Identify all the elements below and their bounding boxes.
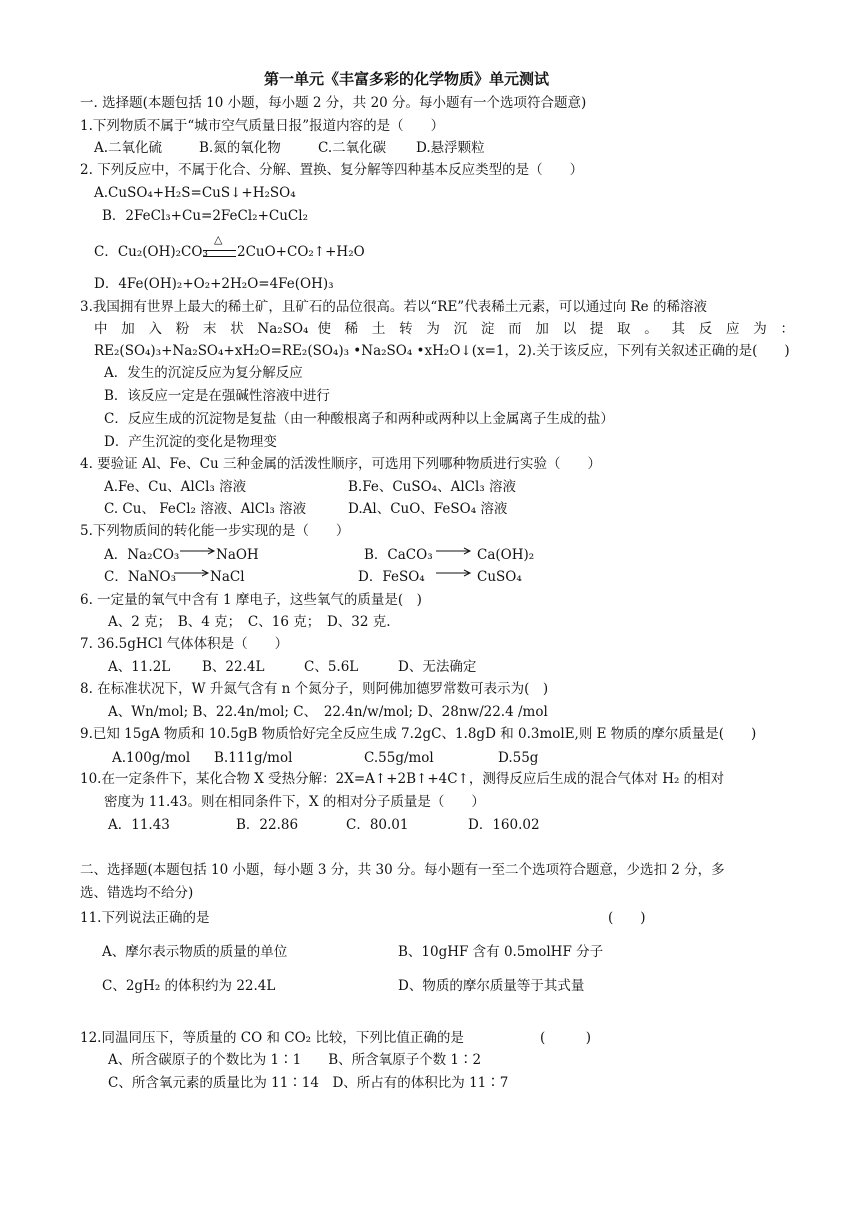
- question-10-option-b: B．22.86: [236, 817, 299, 833]
- section2-heading-line-2: 选、错选均不给分): [80, 885, 194, 901]
- question-6-options: A、2 克； B、4 克； C、16 克； D、32 克.: [108, 614, 391, 630]
- question-5-option-a-left: A．Na₂CO₃: [104, 547, 180, 563]
- heat-symbol: △: [214, 233, 223, 246]
- question-7-option-b: B、22.4L: [202, 659, 265, 675]
- section1-heading: 一. 选择题(本题包括 10 小题，每小题 2 分，共 20 分。每小题有一个选项符合题意): [80, 95, 587, 111]
- double-line-equals: [203, 250, 236, 257]
- question-3-option-a: A．发生的沉淀反应为复分解反应: [104, 365, 303, 381]
- reaction-arrow-icon: [180, 546, 216, 556]
- question-2-option-a: A.CuSO₄+H₂S=CuS↓+H₂SO₄: [94, 185, 296, 201]
- question-1-option-a: A.二氧化硫: [94, 140, 163, 156]
- question-12-options-ab: A、所含碳原子的个数比为 1∶1 B、所含氧原子个数 1∶2: [108, 1052, 482, 1068]
- question-1-option-d: D.悬浮颗粒: [416, 140, 485, 156]
- question-5-option-d-left: D．FeSO₄: [358, 569, 425, 585]
- reaction-arrow-icon: [436, 568, 472, 578]
- question-9-option-a: A.100g/mol: [112, 750, 191, 766]
- question-11-answer-bracket: ( ): [608, 910, 646, 926]
- question-10-option-d: D．160.02: [468, 817, 540, 833]
- question-3-line-3: RE₂(SO₄)₃+Na₂SO₄+xH₂O=RE₂(SO₄)₃ •Na₂SO₄ •xH₂O↓(x=1，2).关于该反应，下列有关叙述正确的是( ): [94, 343, 790, 359]
- question-11-option-c: C、2gH₂ 的体积约为 22.4L: [102, 978, 276, 994]
- question-3-option-c: C．反应生成的沉淀物是复盐（由一种酸根离子和两种或两种以上金属离子生成的盐）: [104, 411, 614, 427]
- question-11-option-a: A、摩尔表示物质的质量的单位: [102, 944, 288, 960]
- question-5-option-b-left: B．CaCO₃: [364, 547, 433, 563]
- question-5-option-d-right: CuSO₄: [477, 569, 522, 585]
- question-11-option-b: B、10gHF 含有 0.5molHF 分子: [398, 944, 604, 960]
- question-5-option-c-right: NaCl: [210, 569, 245, 585]
- section2-heading-line-1: 二、选择题(本题包括 10 小题，每小题 3 分，共 30 分。每小题有一至二个选项符合题意，少选扣 2 分，多: [80, 862, 725, 878]
- question-4-option-a: A.Fe、Cu、AlCl₃ 溶液: [104, 479, 247, 495]
- question-1-option-b: B.氮的氧化物: [199, 140, 281, 156]
- question-5-option-b-right: Ca(OH)₂: [477, 547, 535, 563]
- reaction-arrow-icon: [436, 546, 472, 556]
- question-10-option-c: C．80.01: [346, 817, 409, 833]
- question-6-stem: 6. 一定量的氧气中含有 1 摩电子，这些氧气的质量是( ): [80, 592, 422, 608]
- question-7-option-d: D、无法确定: [398, 659, 477, 675]
- question-9-stem: 9.已知 15gA 物质和 10.5gB 物质恰好完全反应生成 7.2gC、1.8gD 和 0.3molE,则 E 物质的摩尔质量是( ): [80, 726, 757, 742]
- question-8-stem: 8. 在标准状况下，W 升氮气含有 n 个氮分子，则阿佛加德罗常数可表示为( ): [80, 681, 549, 697]
- question-10-option-a: A．11.43: [108, 817, 170, 833]
- question-9-option-d: D.55g: [498, 750, 539, 766]
- question-4-option-b: B.Fe、CuSO₄、AlCl₃ 溶液: [348, 479, 516, 495]
- question-3-line-2: 中 加 入 粉 末 状 Na₂SO₄ 使 稀 土 转 为 沉 淀 而 加 以 提 取 。 其 反 应 为 ：: [94, 321, 794, 337]
- question-2-option-d: D．4Fe(OH)₂+O₂+2H₂O=4Fe(OH)₃: [94, 276, 334, 292]
- question-5-stem: 5.下列物质间的转化能一步实现的是（ ）: [80, 523, 350, 539]
- question-8-options: A、Wn/mol; B、22.4n/mol; C、 22.4n/w/mol; D、28nw/22.4 /mol: [108, 704, 548, 720]
- question-11-stem: 11.下列说法正确的是: [80, 910, 210, 926]
- question-7-option-a: A、11.2L: [108, 659, 171, 675]
- question-9-option-c: C.55g/mol: [364, 750, 434, 766]
- question-10-line-2: 密度为 11.43。则在相同条件下，X 的相对分子质量是（ ）: [104, 794, 485, 810]
- question-4-option-d: D.Al、CuO、FeSO₄ 溶液: [348, 501, 508, 517]
- question-11-option-d: D、物质的摩尔质量等于其式量: [398, 978, 585, 994]
- question-12-options-cd: C、所含氧元素的质量比为 11∶14 D、所占有的体积比为 11∶7: [108, 1075, 509, 1091]
- question-2-option-b: B．2FeCl₃+Cu=2FeCl₂+CuCl₂: [102, 208, 308, 224]
- question-7-stem: 7. 36.5gHCl 气体体积是（ ）: [80, 636, 289, 652]
- question-5-option-a-right: NaOH: [216, 547, 259, 563]
- question-12-stem: 12.同温同压下，等质量的 CO 和 CO₂ 比较，下列比值正确的是: [80, 1030, 464, 1046]
- question-1-option-c: C.二氧化碳: [318, 140, 387, 156]
- question-3-line-1: 3.我国拥有世界上最大的稀土矿，且矿石的品位很高。若以“RE”代表稀土元素，可以通过向 Re 的稀溶液: [80, 299, 707, 315]
- question-4-stem: 4. 要验证 Al、Fe、Cu 三种金属的活泼性顺序，可选用下列哪种物质进行实验（ ）: [80, 456, 601, 472]
- page-title: 第一单元《丰富多彩的化学物质》单元测试: [264, 70, 550, 88]
- question-1-stem: 1.下列物质不属于“城市空气质量日报”报道内容的是（ ）: [80, 118, 445, 134]
- question-9-option-b: B.111g/mol: [214, 750, 293, 766]
- question-3-option-d: D．产生沉淀的变化是物理变: [104, 434, 277, 450]
- question-4-option-c: C. Cu、 FeCl₂ 溶液、AlCl₃ 溶液: [104, 501, 307, 517]
- question-2-option-c-left: C．Cu₂(OH)₂CO₃: [94, 244, 208, 260]
- question-2-stem: 2. 下列反应中，不属于化合、分解、置换、复分解等四种基本反应类型的是（ ）: [80, 162, 584, 178]
- reaction-arrow-icon: [174, 568, 210, 578]
- question-7-option-c: C、5.6L: [304, 659, 359, 675]
- question-5-option-c-left: C．NaNO₃: [104, 569, 176, 585]
- question-3-option-b: B．该反应一定是在强碱性溶液中进行: [104, 388, 330, 404]
- question-10-line-1: 10.在一定条件下，某化合物 X 受热分解：2X=A↑+2B↑+4C↑，测得反应后生成的混合气体对 H₂ 的相对: [80, 771, 725, 787]
- question-12-answer-bracket: ( ): [540, 1030, 592, 1046]
- question-2-option-c-right: 2CuO+CO₂↑+H₂O: [237, 244, 365, 260]
